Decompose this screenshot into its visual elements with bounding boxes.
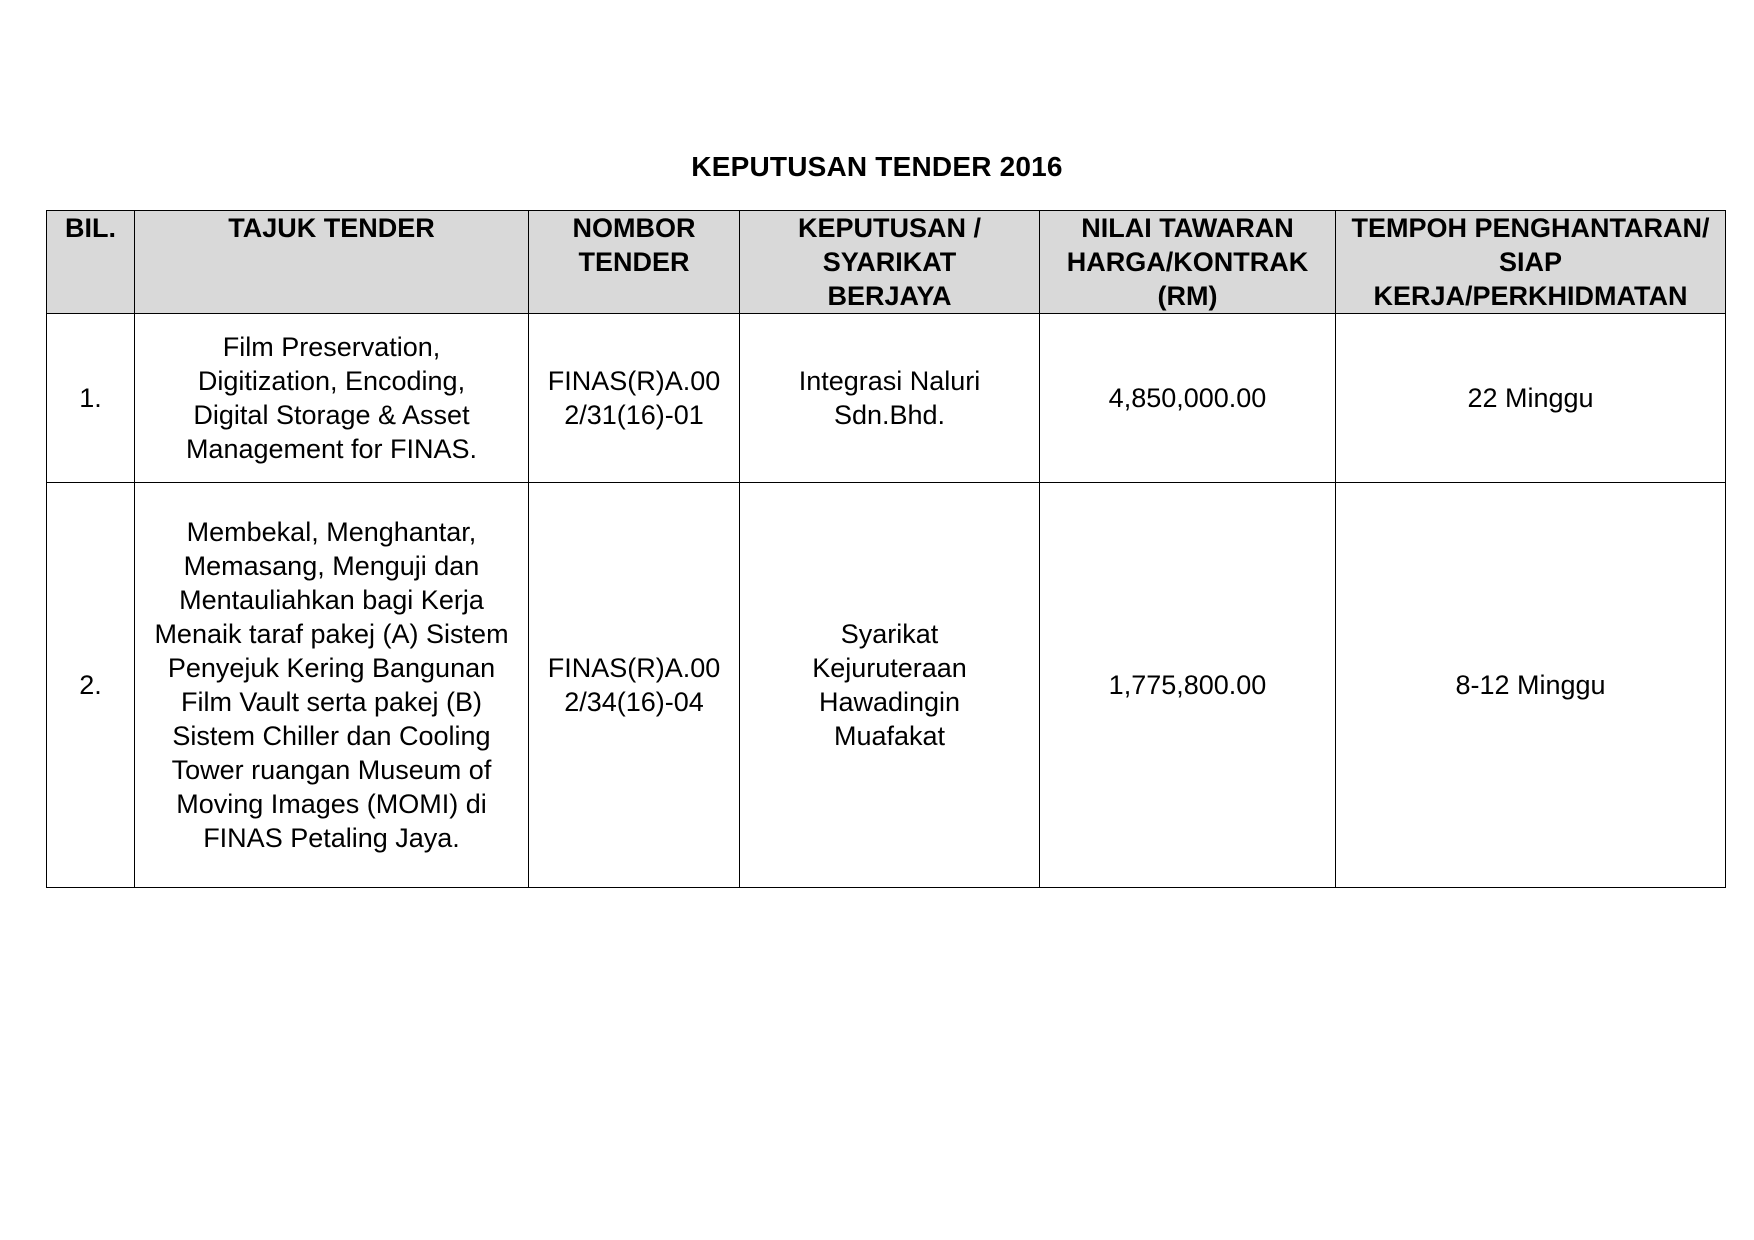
page-title: KEPUTUSAN TENDER 2016: [691, 151, 1063, 182]
header-nombor-tender: NOMBOR TENDER: [529, 211, 740, 314]
cell-tajuk: Membekal, Menghantar, Memasang, Menguji dan Mentauliahkan bagi Kerja Menaik taraf pakej (A) Sistem Penyejuk Kering Bangunan Film Vault serta pakej (B) Sistem Chiller dan Cooling Tower ruangan Museum of Moving Images (MOMI) di FINAS Petaling Jaya.: [135, 483, 529, 888]
header-nilai-tawaran: NILAI TAWARAN HARGA/KONTRAK (RM): [1040, 211, 1336, 314]
cell-syarikat: Syarikat Kejuruteraan Hawadingin Muafakat: [740, 483, 1040, 888]
table-row: [47, 314, 1726, 483]
header-bil: BIL.: [47, 211, 135, 314]
cell-nombor: FINAS(R)A.002/31(16)-01: [529, 314, 740, 483]
cell-nombor: FINAS(R)A.002/34(16)-04: [529, 483, 740, 888]
cell-bil: 1.: [47, 314, 135, 483]
cell-nilai: 4,850,000.00: [1040, 314, 1336, 483]
header-tajuk-tender: TAJUK TENDER: [135, 211, 529, 314]
table-header-row: [47, 211, 1726, 314]
header-keputusan-syarikat: KEPUTUSAN / SYARIKAT BERJAYA: [740, 211, 1040, 314]
header-tempoh: TEMPOH PENGHANTARAN/ SIAP KERJA/PERKHIDMATAN: [1336, 211, 1726, 314]
cell-syarikat: Integrasi Naluri Sdn.Bhd.: [740, 314, 1040, 483]
cell-bil: 2.: [47, 483, 135, 888]
tender-table: [46, 210, 1726, 888]
cell-nilai: 1,775,800.00: [1040, 483, 1336, 888]
cell-tempoh: 8-12 Minggu: [1336, 483, 1726, 888]
cell-tempoh: 22 Minggu: [1336, 314, 1726, 483]
table-row: [47, 483, 1726, 888]
cell-tajuk: Film Preservation, Digitization, Encoding, Digital Storage & Asset Management for FINAS.: [135, 314, 529, 483]
